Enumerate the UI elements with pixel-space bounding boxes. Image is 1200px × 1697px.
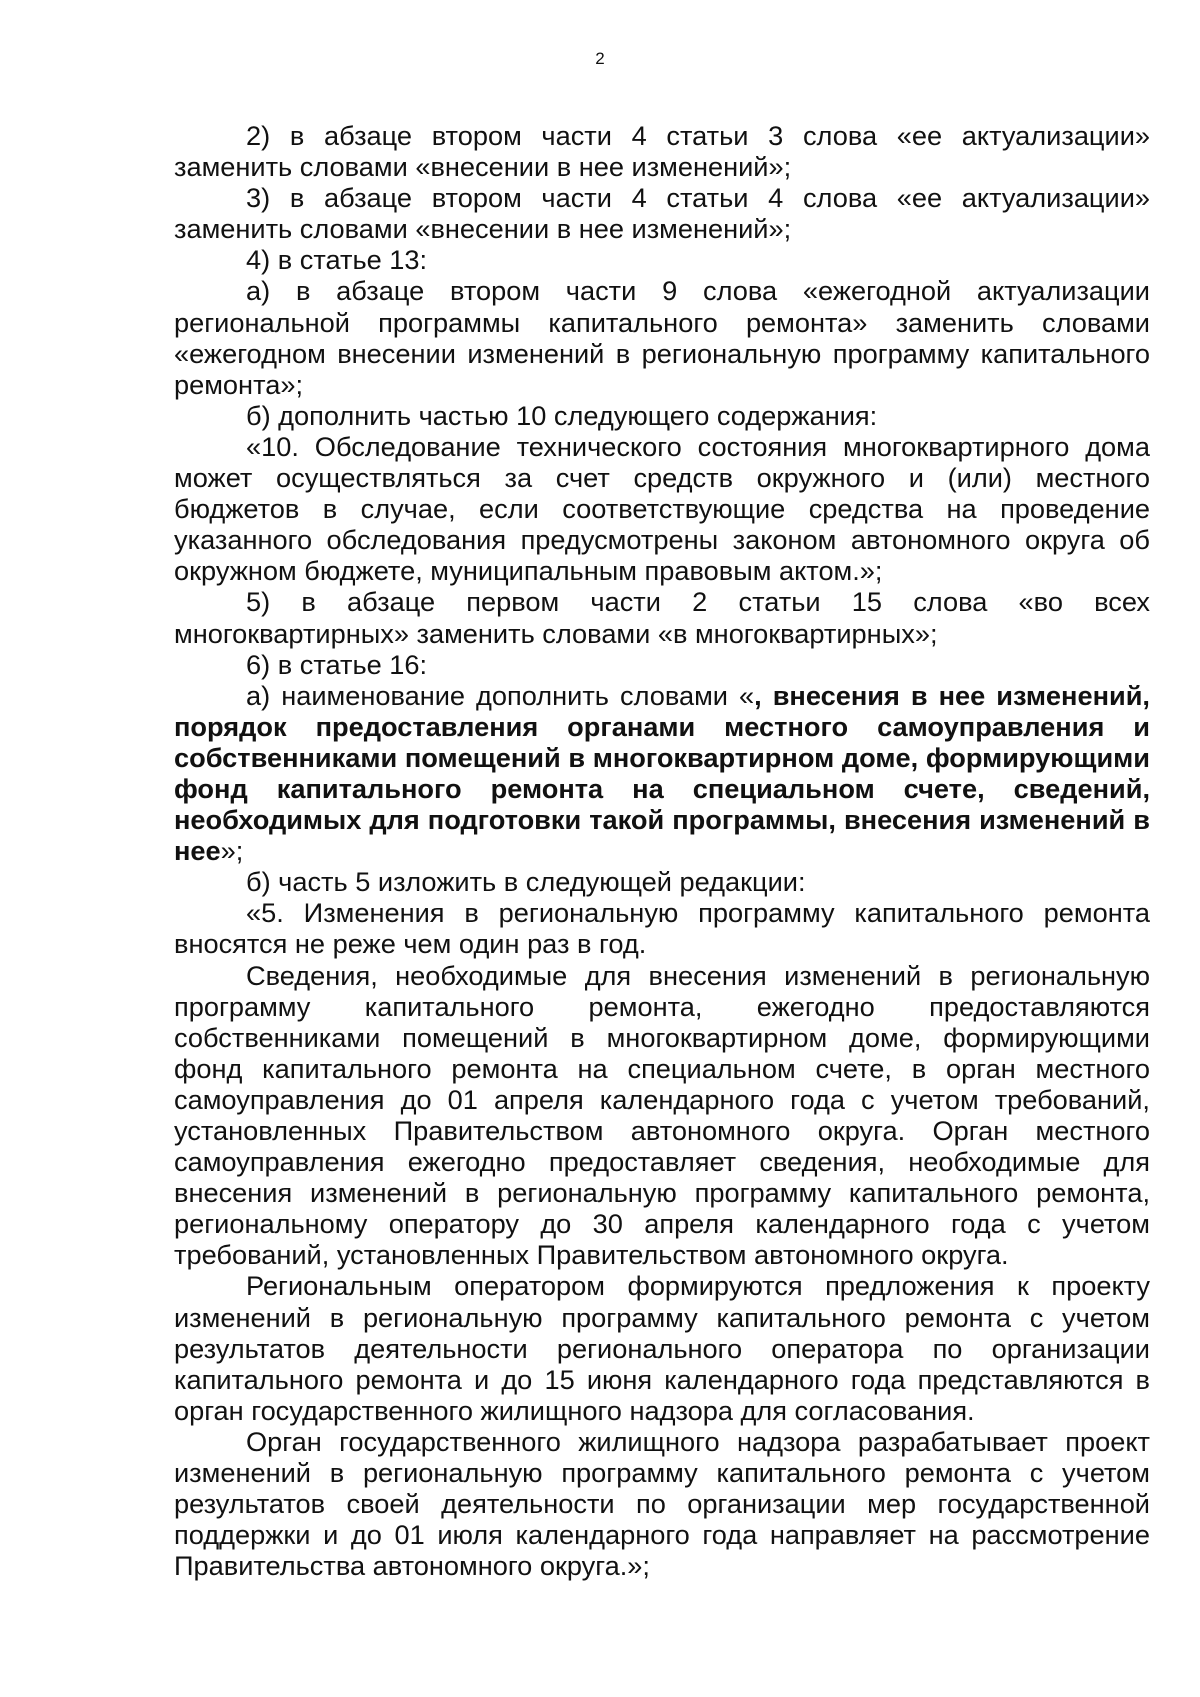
paragraph-6a-bold-insert: , внесения в нее изменений, порядок предоставления органами местного самоуправления и собственниками помещений в многоквартирном доме, формирующими фонд капитального ремонта на специальном счете, сведений, необходимых для подготовки такой программы, внесения изменений в нее — [174, 679, 1150, 867]
page-number: 2 — [595, 49, 605, 68]
paragraph-item-6: 6) в статье 16: — [246, 648, 428, 680]
paragraph-subitem-4a: а) в абзаце втором части 9 слова «ежегодной актуализации региональной программы капитального ремонта» заменить словами «ежегодном внесении изменений в региональную программу капитального ремонта»; — [174, 275, 1150, 400]
paragraph-item-3: 3) в абзаце втором части 4 статьи 4 слова «ее актуализации» заменить словами «внесении в нее изменений»; — [174, 182, 1150, 245]
paragraph-item-2: 2) в абзаце втором части 4 статьи 3 слова «ее актуализации» заменить словами «внесении в нее изменений»; — [174, 120, 1150, 183]
document-body — [174, 120, 1150, 1581]
paragraph-subitem-6b: б) часть 5 изложить в следующей редакции: — [246, 866, 806, 898]
paragraph-6a-prefix: а) наименование дополнить словами « — [246, 679, 755, 711]
paragraph-subitem-4b: б) дополнить частью 10 следующего содержания: — [246, 399, 878, 431]
paragraph-regional-operator: Региональным оператором формируются предложения к проекту изменений в региональную программу капитального ремонта с учетом результатов деятельности регионального оператора по организации капитального ремонта и до 15 июня календарного года представляются в орган государственного жилищного надзора для согласования. — [174, 1270, 1150, 1426]
paragraph-new-part-10: «10. Обследование технического состояния многоквартирного дома может осуществляться за счет средств окружного и (или) местного бюджетов в случае, если соответствующие средства на проведение указанного обследования предусмотрены законом автономного округа об окружном бюджете, муниципальным правовым актом.»; — [174, 430, 1150, 587]
paragraph-6a-suffix: »; — [220, 835, 244, 867]
paragraph-owners-info: Сведения, необходимые для внесения изменений в региональную программу капитального ремонта, ежегодно предоставляются собственниками помещений в многоквартирном доме, формирующими фонд капитального ремонта на специальном счете, в орган местного самоуправления до 01 апреля календарного года с учетом требований, установленных Правительством автономного округа. Орган местного самоуправления ежегодно предоставляет сведения, необходимые для внесения изменений в региональную программу капитального ремонта, региональному оператору до 30 апреля календарного года с учетом требований, установленных Правительством автономного округа. — [174, 959, 1150, 1271]
paragraph-item-5: 5) в абзаце первом части 2 статьи 15 слова «во всех многоквартирных» заменить словами «в многоквартирных»; — [174, 586, 1150, 649]
paragraph-new-part-5: «5. Изменения в региональную программу капитального ремонта вносятся не реже чем один раз в год. — [174, 897, 1150, 960]
paragraph-housing-supervision: Орган государственного жилищного надзора разрабатывает проект изменений в региональную программу капитального ремонта с учетом результатов своей деятельности по организации мер государственной поддержки и до 01 июля календарного года направляет на рассмотрение Правительства автономного округа.»; — [174, 1425, 1150, 1582]
paragraph-subitem-6a — [174, 680, 1150, 867]
paragraph-item-4: 4) в статье 13: — [246, 244, 428, 276]
